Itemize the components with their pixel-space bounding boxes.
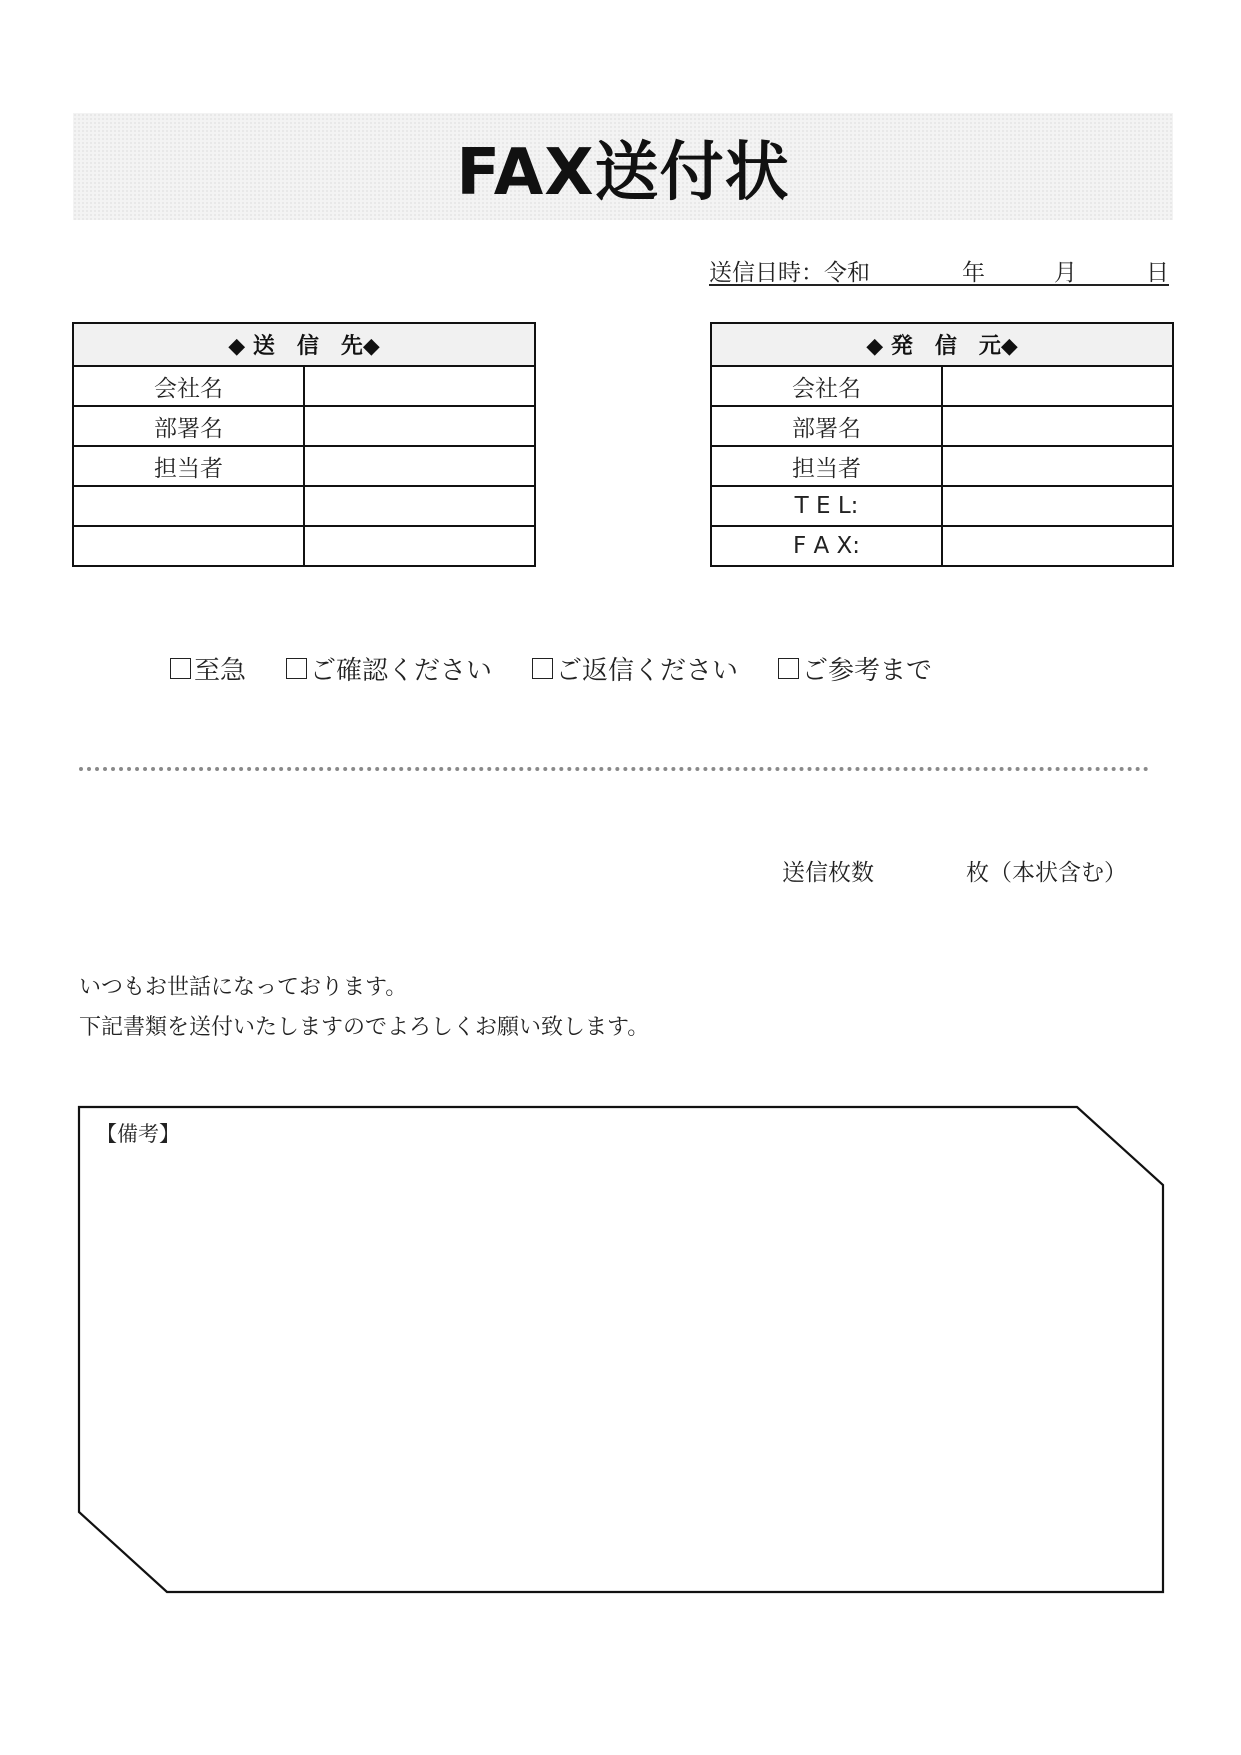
notes-label: 【備考】 <box>96 1122 180 1146</box>
send-date-field[interactable]: 送信日時：令和 年 月 日 <box>709 260 1169 286</box>
sender-label-company: 会社名 <box>711 366 942 406</box>
sender-label-tel: T E L: <box>711 486 942 526</box>
recipient-label-department: 部署名 <box>73 406 304 446</box>
recipient-header: ◆ 送 信 先◆ <box>73 323 535 366</box>
sender-header: ◆ 発 信 元◆ <box>711 323 1173 366</box>
sender-label-fax: F A X: <box>711 526 942 566</box>
page-count-field[interactable]: 送信枚数 枚（本状含む） <box>782 860 1127 886</box>
page-title: FAX送付状 <box>456 135 790 210</box>
greeting-line-1: いつもお世話になっております。 <box>79 975 408 1000</box>
checkbox-label: ご確認ください <box>310 656 493 686</box>
checkbox-label: 至急 <box>194 656 247 686</box>
recipient-label-person: 担当者 <box>73 446 304 486</box>
greeting-line-2: 下記書類を送付いたしますのでよろしくお願い致します。 <box>79 1015 650 1040</box>
checkbox-label: ご返信ください <box>556 656 739 686</box>
recipient-label-company: 会社名 <box>73 366 304 406</box>
checkbox-label: ご参考まで <box>802 656 933 686</box>
notes-border <box>79 1107 1163 1592</box>
sender-label-department: 部署名 <box>711 406 942 446</box>
sender-label-person: 担当者 <box>711 446 942 486</box>
